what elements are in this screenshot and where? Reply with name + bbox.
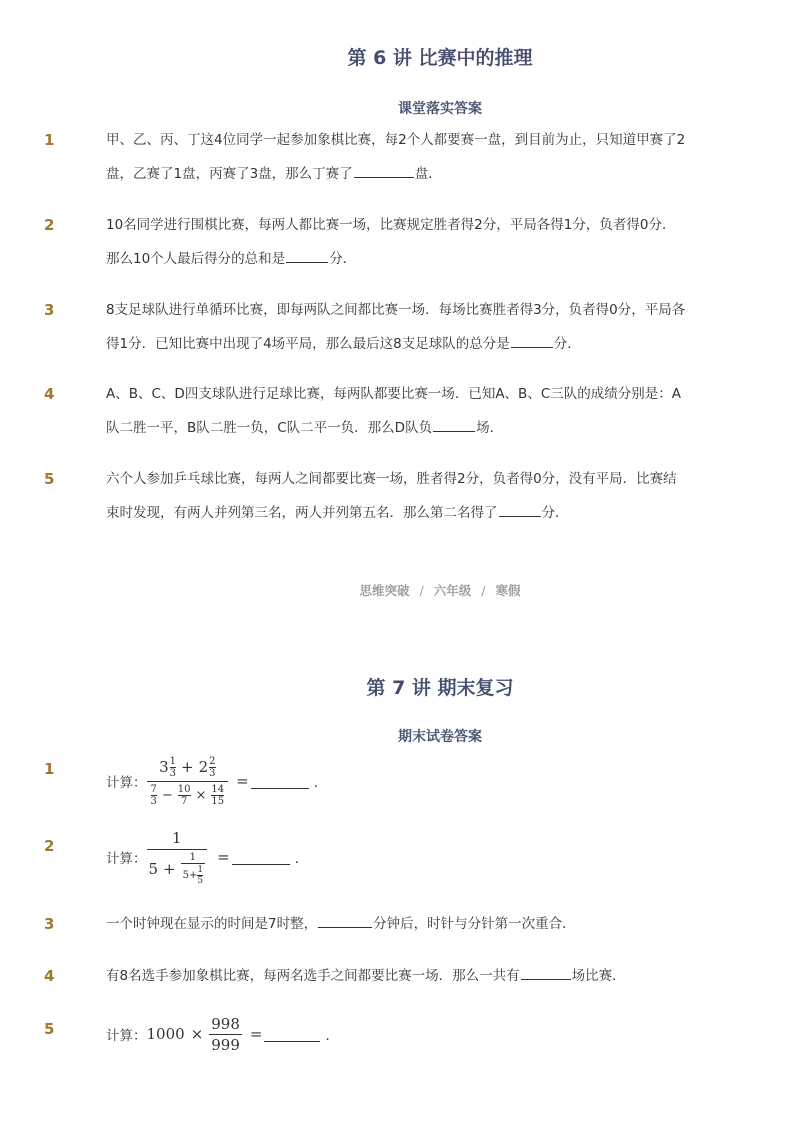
answer-blank[interactable] — [251, 774, 309, 789]
main-fraction — [209, 1015, 242, 1054]
question-line: 甲、乙、丙、丁这4位同学一起参加象棋比赛，每2个人都要赛一盘，到目前为止，只知道甲赛了2 — [106, 132, 686, 148]
mixed-whole: 3 — [159, 758, 169, 776]
nested-whole: 5+ — [182, 869, 198, 881]
answer-blank[interactable] — [264, 1027, 320, 1042]
fraction-numerator: 998 — [211, 1014, 240, 1033]
fraction-denominator — [147, 849, 208, 886]
frac-num: 1 — [189, 851, 197, 863]
question-line — [106, 327, 718, 361]
question-number: 2 — [44, 216, 55, 234]
times-sign: × — [195, 787, 207, 803]
question-line: A、B、C、D四支球队进行足球比赛，每两队都要比赛一场．已知A、B、C三队的成绩分别是：A — [106, 386, 681, 402]
answer-blank[interactable] — [511, 333, 553, 348]
mixed-whole: 2 — [198, 758, 209, 776]
question-line — [106, 496, 718, 530]
question-7-2 — [106, 824, 308, 890]
frac-den: 3 — [209, 767, 216, 779]
question-line-post: 分． — [541, 505, 569, 521]
footer-grade: 六年级 — [433, 583, 472, 598]
times-sign: × — [190, 1025, 204, 1043]
question-suffix: ． — [294, 851, 309, 867]
nested-denominator — [181, 863, 205, 886]
frac-num: 1 — [169, 755, 177, 767]
fraction-numerator: 1 — [172, 828, 182, 847]
frac-den: 3 — [150, 795, 157, 807]
question-7-4 — [106, 959, 718, 993]
frac-num: 2 — [209, 755, 216, 767]
answer-blank[interactable] — [433, 417, 475, 432]
question-line-pre: 有8名选手参加象棋比赛，每两名选手之间都要比赛一场．那么一共有 — [106, 968, 520, 984]
question-line-post: 分． — [553, 336, 581, 352]
minus-sign: − — [161, 787, 173, 803]
question-line-pre: 盘，乙赛了1盘，丙赛了3盘，那么丁赛了 — [106, 166, 353, 182]
answer-blank[interactable] — [499, 502, 541, 517]
tiny-fraction — [197, 865, 203, 886]
question-7-3 — [106, 907, 718, 941]
question-line-pre: 那么10个人最后得分的总和是 — [106, 251, 286, 267]
main-fraction — [147, 829, 208, 886]
question-7-5 — [106, 1010, 339, 1058]
question-line-post: 分钟后，时针与分针第一次重合． — [373, 916, 576, 932]
question-number: 2 — [44, 837, 55, 855]
question-number: 5 — [44, 1020, 55, 1038]
lecture-7-title: 第 7 讲 期末复习 — [366, 677, 514, 699]
question-number: 4 — [44, 385, 55, 403]
frac-num: 10 — [177, 783, 191, 795]
question-line-post: 分． — [329, 251, 357, 267]
question-number: 3 — [44, 915, 55, 933]
small-fraction — [211, 784, 224, 807]
question-line-post: 场． — [476, 420, 504, 436]
plus-sign: + — [163, 859, 176, 878]
question-line — [106, 411, 718, 445]
equals-sign: = — [249, 1025, 263, 1043]
question-number: 4 — [44, 967, 55, 985]
question-line: 六个人参加乒乓球比赛，每两人之间都要比赛一场，胜者得2分，负者得0分，没有平局．比赛结 — [106, 471, 677, 487]
multiplicand: 1000 — [146, 1025, 185, 1043]
answer-blank[interactable] — [286, 248, 328, 263]
lecture-6-title: 第 6 讲 比赛中的推理 — [347, 47, 533, 69]
footer-separator: / — [481, 583, 486, 598]
question-line — [106, 157, 718, 191]
fraction-denominator — [147, 781, 229, 807]
frac-num: 1 — [197, 864, 204, 875]
frac-den: 3 — [169, 767, 177, 779]
equals-sign: = — [217, 848, 230, 866]
question-line-post: 盘． — [414, 166, 442, 182]
question-prefix: 计算： — [106, 775, 147, 791]
frac-num: 14 — [211, 783, 225, 795]
small-fraction — [151, 784, 157, 807]
equals-sign: = — [236, 772, 249, 790]
question-number: 1 — [44, 760, 55, 778]
question-number: 3 — [44, 301, 55, 319]
footer-course: 思维突破 — [359, 583, 410, 598]
question-line-pre: 队二胜一平，B队二胜一负，C队二平一负．那么D队负 — [106, 420, 433, 436]
answer-blank[interactable] — [318, 913, 372, 928]
mixed-fraction — [209, 756, 215, 779]
question-4-text — [106, 377, 718, 445]
page-footer — [0, 581, 800, 599]
frac-den: 5 — [197, 875, 204, 886]
question-line: 8支足球队进行单循环比赛，即每两队之间都比赛一场．每场比赛胜者得3分，负者得0分，平局各 — [106, 302, 686, 318]
frac-den: 7 — [178, 795, 191, 807]
footer-separator: / — [419, 583, 424, 598]
question-line: 10名同学进行围棋比赛，每两人都比赛一场，比赛规定胜者得2分，平局各得1分，负者得0分． — [106, 217, 676, 233]
question-line-pre: 得1分．已知比赛中出现了4场平局，那么最后这8支足球队的总分是 — [106, 336, 510, 352]
fraction-denominator: 999 — [211, 1035, 240, 1054]
question-2-text — [106, 208, 718, 276]
answer-blank[interactable] — [232, 850, 290, 865]
question-3-text — [106, 293, 718, 361]
question-line-post: 场比赛． — [571, 968, 626, 984]
fraction-numerator — [147, 756, 229, 781]
question-7-1 — [106, 748, 327, 814]
lecture-7-subtitle: 期末试卷答案 — [398, 729, 482, 745]
plus-sign: + — [181, 758, 194, 776]
question-5-text — [106, 462, 718, 530]
question-line — [106, 242, 718, 276]
question-1-text — [106, 123, 718, 191]
main-fraction — [147, 756, 229, 807]
answer-blank[interactable] — [521, 965, 571, 980]
denominator-whole: 5 — [148, 859, 159, 878]
small-fraction — [178, 784, 191, 807]
question-line-pre: 一个时钟现在显示的时间是7时整， — [106, 916, 318, 932]
question-prefix: 计算： — [106, 851, 147, 867]
question-number: 1 — [44, 131, 55, 149]
frac-den: 15 — [211, 795, 225, 807]
mixed-fraction — [170, 756, 176, 779]
question-prefix: 计算： — [106, 1028, 147, 1044]
answer-blank[interactable] — [354, 163, 414, 178]
frac-num: 7 — [150, 783, 157, 795]
question-suffix: ． — [313, 775, 328, 791]
lecture-6-subtitle: 课堂落实答案 — [398, 101, 482, 117]
footer-term: 寒假 — [495, 583, 521, 598]
question-line-pre: 束时发现，有两人并列第三名，两人并列第五名．那么第二名得了 — [106, 505, 498, 521]
question-suffix: ． — [325, 1028, 339, 1044]
question-number: 5 — [44, 470, 55, 488]
nested-fraction — [181, 852, 205, 886]
